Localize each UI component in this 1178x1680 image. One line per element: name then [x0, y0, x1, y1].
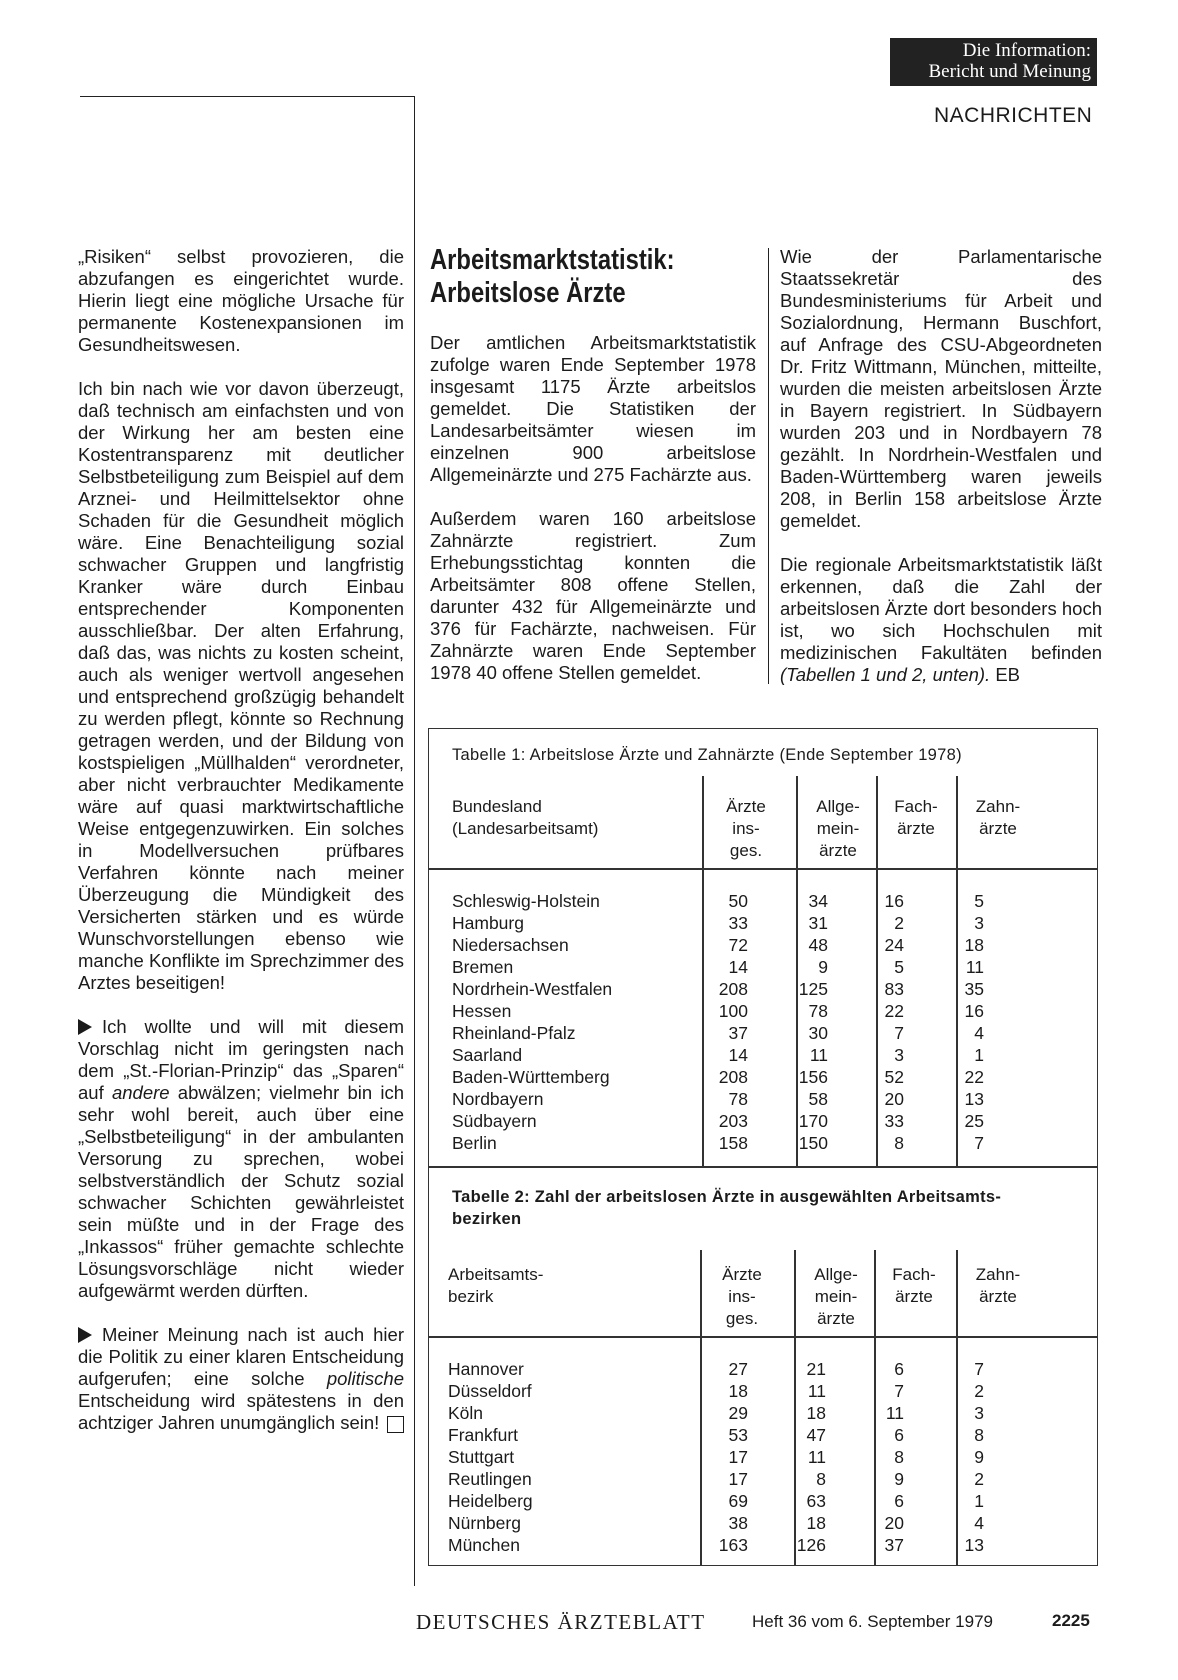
row-value: 5: [894, 957, 904, 977]
row-value: 126: [796, 1535, 826, 1555]
row-value: 58: [808, 1089, 828, 1109]
row-label: Bremen: [452, 957, 514, 977]
top-rule: [80, 96, 415, 97]
row-value: 11: [885, 1403, 904, 1423]
article-paragraph-1: Der amtlichen Arbeitsmarktstatistik zufolge waren Ende September 1978 insgesamt 1175 Ärzte arbeitslos gemeldet. Die Statistiken der Landesarbeitsämter wiesen im einzelnen 900 arbeitslose Allgemeinärzte und 275 Fachärzte aus.: [430, 332, 756, 485]
row-value: 6: [894, 1491, 904, 1511]
author-signature: EB: [995, 664, 1020, 685]
row-value: 8: [816, 1469, 826, 1489]
row-value: 9: [974, 1447, 984, 1467]
table2-head-dentist: Zahn- ärzte: [975, 1265, 1021, 1306]
table1-head-dentist: Zahn- ärzte: [975, 797, 1021, 838]
row-label: Nordbayern: [452, 1089, 544, 1109]
row-value: 18: [728, 1381, 748, 1401]
letter-paragraph-1: „Risiken“ selbst provozieren, die abzufangen es eingerichtet wurde. Hierin liegt eine mögliche Ursache für permanente Kostenexpansionen im Gesundheitswesen.: [78, 246, 404, 355]
row-value: 16: [884, 891, 904, 911]
table-row: [428, 1468, 1098, 1490]
table-row: [428, 1534, 1098, 1556]
article-paragraph-2: Außerdem waren 160 arbeitslose Zahnärzte registriert. Zum Erhebungsstichtag konnten die Arbeitsämter 808 offene Stellen, darunter 432 für Allgemeinärzte und 376 für Fachärzte, nachweisen. Für Zahnärzte waren Ende September 1978 40 offene Stellen gemeldet.: [430, 508, 756, 683]
table2-head-specialist: Fach- ärzte: [892, 1265, 936, 1306]
table-row: [428, 1358, 1098, 1380]
row-value: 2: [974, 1469, 984, 1489]
row-value: 11: [807, 1447, 826, 1467]
row-label: Berlin: [452, 1133, 497, 1153]
row-value: 4: [974, 1513, 984, 1533]
row-label: Hannover: [448, 1359, 524, 1379]
row-value: 13: [964, 1089, 984, 1109]
row-value: 11: [807, 1381, 826, 1401]
row-value: 8: [894, 1133, 904, 1153]
article-paragraph-4: Die regionale Arbeitsmarktstatistik läßt erkennen, daß die Zahl der arbeitslosen Ärzte dort besonders hoch ist, wo sich Hochschulen mit medizinischen Fakultäten befinden (Tabellen 1 und 2, unten). EB: [780, 554, 1102, 685]
row-value: 208: [718, 979, 748, 999]
table2-head-general: Allge- mein- ärzte: [814, 1265, 858, 1328]
row-value: 37: [884, 1535, 904, 1555]
row-value: 20: [884, 1513, 904, 1533]
row-label: Reutlingen: [448, 1469, 532, 1489]
letter-paragraph-3: Ich wollte und will mit diesem Vorschlag nicht im geringsten nach dem „St.-Florian-Prinzip“ das „Sparen“ auf andere abwälzen; vielmehr bin ich sehr wohl bereit, auch über eine „Selbstbeteiligung“ in der ambulanten Versorung zu sprechen, wobei selbstverständlich der Schutz sozial schwacher Schichten gewährleistet sein müßte und in der Frage des „Inkassos“ früher gemachte schlechte Lösungsvorschläge nicht wieder aufgewärmt werden dürften.: [78, 1016, 405, 1301]
row-value: 9: [818, 957, 828, 977]
page-number: 2225: [1052, 1611, 1090, 1630]
end-mark-icon: [387, 1416, 404, 1433]
row-value: 6: [894, 1359, 904, 1379]
row-value: 3: [974, 913, 984, 933]
row-value: 2: [894, 913, 904, 933]
row-value: 7: [974, 1359, 984, 1379]
row-value: 203: [718, 1111, 748, 1131]
section-label: NACHRICHTEN: [934, 104, 1093, 127]
row-value: 50: [728, 891, 748, 911]
row-label: Baden-Württemberg: [452, 1067, 610, 1087]
column-divider: [414, 96, 415, 1586]
row-value: 72: [728, 935, 748, 955]
table-row: [428, 1424, 1098, 1446]
row-value: 7: [894, 1381, 904, 1401]
row-value: 34: [808, 891, 828, 911]
row-value: 156: [798, 1067, 828, 1087]
bullet-triangle-icon: [78, 1327, 92, 1343]
row-value: 16: [964, 1001, 984, 1021]
row-value: 63: [806, 1491, 826, 1511]
row-value: 1: [974, 1045, 984, 1065]
row-label: Hessen: [452, 1001, 512, 1021]
row-value: 20: [884, 1089, 904, 1109]
table1-head-total: Ärzte ins- ges.: [726, 797, 766, 860]
row-value: 100: [718, 1001, 748, 1021]
row-label: Stuttgart: [448, 1447, 515, 1467]
row-value: 48: [808, 935, 828, 955]
row-label: Köln: [448, 1403, 484, 1423]
headline-line-2: Arbeitslose Ärzte: [430, 277, 626, 309]
letter-column: [78, 246, 404, 1456]
row-label: Südbayern: [452, 1111, 537, 1131]
row-value: 4: [974, 1023, 984, 1043]
row-value: 2: [974, 1381, 984, 1401]
row-value: 52: [884, 1067, 904, 1087]
row-value: 24: [884, 935, 904, 955]
row-value: 37: [728, 1023, 748, 1043]
row-value: 7: [894, 1023, 904, 1043]
row-value: 8: [974, 1425, 984, 1445]
row-value: 35: [964, 979, 984, 999]
bullet-triangle-icon: [78, 1019, 92, 1035]
issue-info: Heft 36 vom 6. September 1979: [752, 1612, 993, 1631]
row-value: 125: [798, 979, 828, 999]
table1-title: Tabelle 1: Arbeitslose Ärzte und Zahnärzte (Ende September 1978): [452, 746, 962, 764]
row-value: 150: [798, 1133, 828, 1153]
row-value: 11: [809, 1045, 828, 1065]
table1-head-name: Bundesland (Landesarbeitsamt): [452, 797, 599, 838]
table2-header-rule: [428, 1336, 1098, 1338]
row-value: 22: [884, 1001, 904, 1021]
row-value: 25: [964, 1111, 984, 1131]
row-value: 18: [964, 935, 984, 955]
row-value: 53: [728, 1425, 748, 1445]
row-value: 14: [728, 957, 748, 977]
row-value: 33: [728, 913, 748, 933]
row-value: 22: [964, 1067, 984, 1087]
table2-head-name: Arbeitsamts- bezirk: [448, 1265, 544, 1306]
row-label: München: [448, 1535, 520, 1555]
row-label: Schleswig-Holstein: [452, 891, 600, 911]
row-value: 47: [806, 1425, 826, 1445]
letter-paragraph-2: Ich bin nach wie vor davon überzeugt, daß technisch am einfachsten und von der Wirkung her am besten eine Kostentransparenz mit deutlicher Selbstbeteiligung zum Beispiel auf dem Arznei- und Heilmittelsektor ohne Schaden für die Gesundheit möglich wäre. Eine Benachteiligung sozial schwacher Gruppen und langfristig Kranker wäre durch Einbau entsprechender Komponenten ausschließbar. Der alten Erfahrung, daß das, was nichts zu kosten scheint, auch als weniger wertvoll angesehen und entsprechend großzügig behandelt zu werden pflegt, könnte so Rechnung getragen werden, und der Bildung von kostspieligen „Müllhalden“ verordneter, aber nicht verbrauchter Medikamente wäre auf quasi marktwirtschaftliche Weise entgegenzuwirken. Ein solches in Modellversuchen prüfbares Verfahren könnte nach meiner Überzeugung die Mündigkeit des Versicherten stärken und es würde Wunschvorstellungen ebenso wie manche Konflikte im Sprechzimmer des Arztes beseitigen!: [78, 378, 404, 993]
table-row: [428, 1490, 1098, 1512]
row-value: 3: [894, 1045, 904, 1065]
row-label: Hamburg: [452, 913, 524, 933]
row-value: 158: [718, 1133, 748, 1153]
row-value: 3: [974, 1403, 984, 1423]
journal-name: DEUTSCHES ÄRZTEBLATT: [416, 1610, 706, 1634]
row-value: 31: [808, 913, 828, 933]
table-row: [428, 1446, 1098, 1468]
table2-title: Tabelle 2: Zahl der arbeitslosen Ärzte in ausgewählten Arbeitsamts- bezirken: [452, 1188, 1002, 1228]
table1-head-general: Allge- mein- ärzte: [816, 797, 860, 860]
row-value: 29: [728, 1403, 748, 1423]
row-value: 14: [728, 1045, 748, 1065]
headline-line-1: Arbeitsmarktstatistik:: [430, 244, 675, 276]
row-value: 83: [884, 979, 904, 999]
row-value: 17: [728, 1447, 748, 1467]
row-label: Rheinland-Pfalz: [452, 1023, 576, 1043]
badge-line-1: Die Information:: [962, 40, 1091, 61]
row-value: 8: [894, 1447, 904, 1467]
row-value: 78: [728, 1089, 748, 1109]
row-value: 7: [974, 1133, 984, 1153]
row-value: 18: [806, 1513, 826, 1533]
row-value: 163: [718, 1535, 748, 1555]
letter-paragraph-4: Meiner Meinung nach ist auch hier die Politik zu einer klaren Entscheidung aufgerufen; eine solche politische Entscheidung wird spätestens in den achtziger Jahren unumgänglich sein!: [78, 1324, 404, 1433]
row-value: 38: [728, 1513, 748, 1533]
row-value: 18: [806, 1403, 826, 1423]
table2-head-total: Ärzte ins- ges.: [722, 1265, 762, 1328]
table-row: [428, 1402, 1098, 1424]
table-row: [428, 1380, 1098, 1402]
row-value: 9: [894, 1469, 904, 1489]
row-value: 1: [974, 1491, 984, 1511]
badge-line-2: Bericht und Meinung: [928, 61, 1091, 82]
row-value: 208: [718, 1067, 748, 1087]
row-label: Heidelberg: [448, 1491, 533, 1511]
table-row: [428, 1512, 1098, 1534]
row-value: 11: [965, 957, 984, 977]
row-value: 5: [974, 891, 984, 911]
row-value: 27: [728, 1359, 748, 1379]
row-label: Saarland: [452, 1045, 523, 1065]
row-value: 17: [728, 1469, 748, 1489]
row-value: 78: [808, 1001, 828, 1021]
article-paragraph-3: Wie der Parlamentarische Staatssekretär des Bundesministeriums für Arbeit und Sozialordnung, Hermann Buschfort, auf Anfrage des CSU-Abgeordneten Dr. Fritz Wittmann, München, mitteilte, wurden die meisten arbeitslosen Ärzte in Bayern registriert. In Südbayern wurden 203 und in Nordbayern 78 gezählt. In Nordrhein-Westfalen und Baden-Württemberg waren jeweils 208, in Berlin 158 arbeitslose Ärzte gemeldet.: [780, 246, 1102, 531]
table2: [428, 0, 1098, 1566]
row-label: Frankfurt: [448, 1425, 519, 1445]
row-value: 21: [806, 1359, 826, 1379]
row-label: Nordrhein-Westfalen: [452, 979, 613, 999]
row-value: 69: [728, 1491, 748, 1511]
row-label: Nürnberg: [448, 1513, 521, 1533]
row-value: 6: [894, 1425, 904, 1445]
table1-head-specialist: Fach- ärzte: [894, 797, 938, 838]
row-value: 170: [798, 1111, 828, 1131]
row-value: 33: [884, 1111, 904, 1131]
row-value: 30: [808, 1023, 828, 1043]
row-label: Düsseldorf: [448, 1381, 532, 1401]
row-label: Niedersachsen: [452, 935, 569, 955]
row-value: 13: [964, 1535, 984, 1555]
